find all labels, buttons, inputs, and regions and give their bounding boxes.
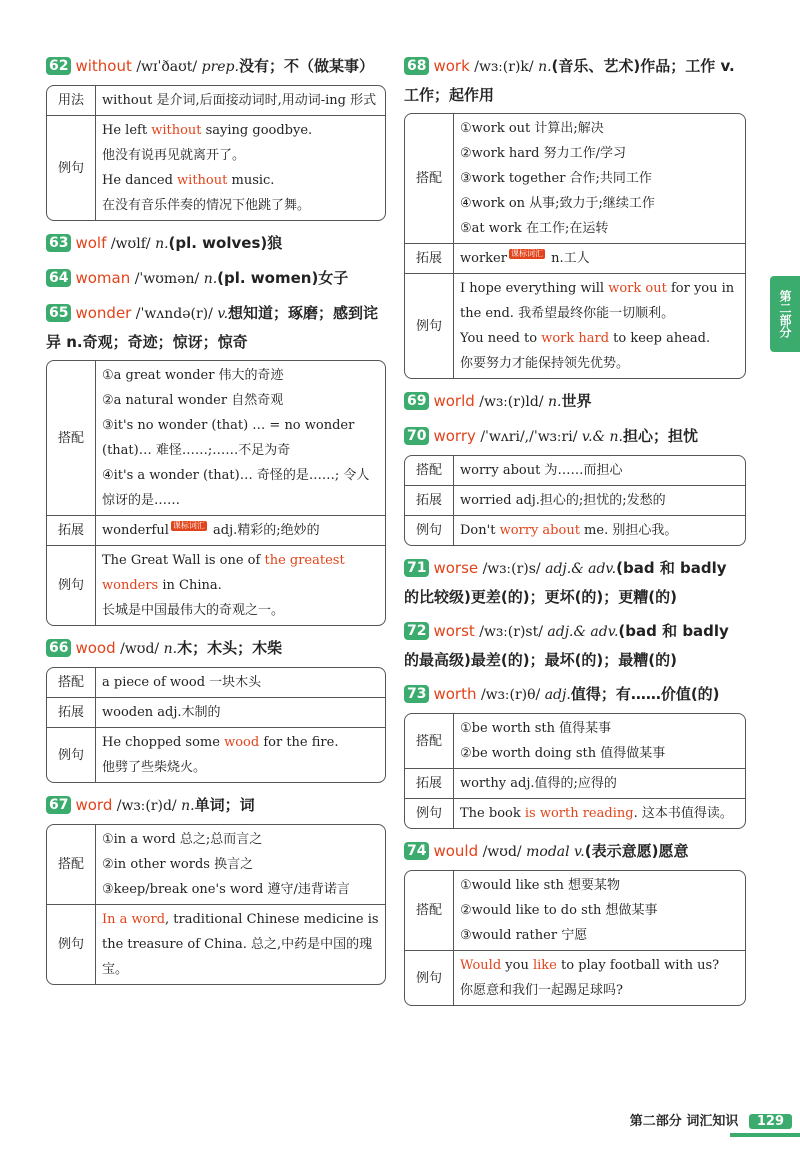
entry-heading: [404, 422, 746, 451]
row-content: [96, 905, 385, 984]
entry-table: [46, 360, 386, 626]
row-content: [454, 114, 745, 244]
table-row: [405, 516, 745, 545]
table-row: [405, 951, 745, 1005]
row-label: 搭配: [47, 668, 96, 698]
line-text: . 这本书值得读。: [633, 806, 733, 821]
line-text: 他没有说再见就离开了。: [102, 148, 246, 163]
vocab-entry: [404, 837, 746, 1006]
part-of-speech: prep.: [201, 59, 239, 75]
meaning: 担心；担忧: [622, 427, 698, 445]
line-text: You need to: [460, 331, 542, 346]
content-line: [102, 463, 379, 513]
headword: without: [75, 57, 132, 75]
content-line: [102, 598, 379, 623]
highlight-text: the greatest wonders: [102, 553, 345, 593]
content-line: [460, 116, 739, 141]
line-text: I hope everything will: [460, 281, 609, 296]
row-content: [96, 698, 385, 728]
content-line: [102, 755, 379, 780]
content-line: [460, 141, 739, 166]
entry-heading: [46, 634, 386, 663]
row-content: [454, 799, 745, 828]
table-row: [405, 714, 745, 769]
line-text: ④it's a wonder (that)… 奇怪的是……; 令人惊讶的是……: [102, 468, 370, 508]
page-number: 129: [749, 1114, 792, 1129]
pronunciation: /ˈwʌri/,/ˈwɜːri/: [475, 429, 582, 445]
part-of-speech: adj.: [544, 687, 571, 703]
headword: woman: [75, 269, 131, 287]
line-text: 他劈了些柴烧火。: [102, 760, 207, 775]
row-label: 搭配: [405, 871, 454, 951]
pronunciation: /wɜː(r)d/: [112, 798, 182, 814]
line-text: to play football with us?: [556, 958, 720, 973]
row-label: 例句: [405, 516, 454, 545]
line-text: ③work together 合作;共同工作: [460, 171, 652, 186]
part-of-speech: n.: [155, 236, 169, 252]
pronunciation: /wʊlf/: [106, 236, 156, 252]
content-line: [102, 548, 379, 598]
table-row: [47, 361, 385, 516]
entry-number: 63: [46, 234, 71, 252]
content-line: [102, 518, 379, 543]
line-text: me. 别担心我。: [579, 523, 678, 538]
line-text: to keep ahead.: [609, 331, 711, 346]
curriculum-badge: 课标词汇: [510, 249, 543, 258]
row-label: 用法: [47, 86, 96, 116]
row-content: [96, 825, 385, 905]
row-label: 例句: [47, 546, 96, 625]
line-text: saying goodbye.: [201, 123, 313, 138]
content-line: [102, 88, 379, 113]
vocab-entry: [404, 52, 746, 379]
line-text: ①a great wonder 伟大的奇迹: [102, 368, 284, 383]
footer-title: 词汇知识: [686, 1114, 739, 1129]
line-text: adj.精彩的;绝妙的: [208, 523, 320, 538]
table-row: [47, 698, 385, 728]
content-line: [460, 458, 739, 483]
meaning: (bad 和 badly 的比较级)更差(的)；更坏(的)；更糟(的): [404, 559, 727, 606]
meaning: (音乐、艺术)作品；工作 v.工作；起作用: [404, 57, 735, 104]
table-row: [405, 114, 745, 244]
line-text: worried adj.担心的;担忧的;发愁的: [460, 493, 666, 508]
meaning: 木；木头；木柴: [177, 639, 283, 657]
content-line: [460, 771, 739, 796]
entry-number: 74: [404, 842, 429, 860]
line-text: He left: [102, 123, 152, 138]
pronunciation: /wɜː(r)ld/: [474, 394, 549, 410]
headword: wood: [75, 639, 116, 657]
pronunciation: /ˈwʊmən/: [130, 271, 204, 287]
headword: worth: [433, 685, 477, 703]
table-row: [405, 871, 745, 951]
part-of-speech: adj.& adv.: [545, 561, 617, 577]
line-text: without 是介词,后面接动词时,用动词-ing 形式: [102, 93, 377, 108]
line-text: ③would rather 宁愿: [460, 928, 588, 943]
highlight-text: work hard: [541, 331, 610, 346]
content-line: [102, 193, 379, 218]
headword: would: [433, 842, 479, 860]
line-text: 你愿意和我们一起踢足球吗?: [460, 983, 623, 998]
table-row: [405, 244, 745, 274]
line-text: Don't: [460, 523, 500, 538]
content-line: [460, 741, 739, 766]
line-text: n.工人: [546, 251, 590, 266]
footer-section: 第二部分: [629, 1114, 682, 1129]
row-label: 搭配: [405, 456, 454, 486]
content-line: [460, 801, 739, 826]
entry-number: 67: [46, 796, 71, 814]
table-row: [47, 516, 385, 546]
content-line: [460, 351, 739, 376]
entry-table: [46, 85, 386, 221]
pronunciation: /wɜː(r)θ/: [476, 687, 545, 703]
part-of-speech: n.: [203, 271, 218, 287]
table-row: [405, 769, 745, 799]
line-text: ①in a word 总之;总而言之: [102, 832, 263, 847]
meaning: (bad 和 badly 的最高级)最差(的)；最坏(的)；最糟(的): [404, 622, 729, 669]
right-column: [404, 46, 746, 1014]
line-text: for you in the end. 我希望最终你能一切顺利。: [460, 281, 735, 321]
part-of-speech: adj.& adv.: [547, 624, 619, 640]
vocab-entry: [46, 264, 386, 293]
pronunciation: /wɜː(r)k/: [469, 59, 539, 75]
row-label: 例句: [47, 728, 96, 782]
content-line: [460, 216, 739, 241]
line-text: ①would like sth 想要某物: [460, 878, 621, 893]
content-line: [460, 326, 739, 351]
entry-number: 65: [46, 304, 71, 322]
row-content: [454, 274, 745, 378]
content-line: [460, 898, 739, 923]
line-text: 在没有音乐伴奏的情况下他跳了舞。: [102, 198, 311, 213]
line-text: ②work hard 努力工作/学习: [460, 146, 627, 161]
line-text: ②a natural wonder 自然奇观: [102, 393, 284, 408]
meaning: (表示意愿)愿意: [584, 842, 689, 860]
entry-table: [46, 667, 386, 783]
vocab-entry: [46, 229, 386, 258]
vocab-entry: [404, 680, 746, 829]
headword: worst: [433, 622, 475, 640]
line-text: for the fire.: [259, 735, 339, 750]
row-content: [96, 668, 385, 698]
line-text: ①work out 计算出;解决: [460, 121, 604, 136]
line-text: a piece of wood 一块木头: [102, 675, 262, 690]
entry-table: [404, 455, 746, 546]
meaning: (pl. wolves)狼: [168, 234, 283, 252]
row-label: 例句: [405, 951, 454, 1005]
content-line: [102, 907, 379, 982]
line-text: in China.: [158, 578, 222, 593]
content-line: [102, 700, 379, 725]
table-row: [405, 799, 745, 828]
entry-heading: [404, 387, 746, 416]
highlight-text: work out: [608, 281, 667, 296]
highlight-text: without: [151, 123, 202, 138]
content-line: [102, 730, 379, 755]
line-text: He danced: [102, 173, 178, 188]
vocab-entry: [404, 422, 746, 546]
entry-number: 64: [46, 269, 71, 287]
content-line: [460, 488, 739, 513]
pronunciation: /ˈwʌndə(r)/: [131, 306, 218, 322]
row-content: [96, 728, 385, 782]
row-content: [454, 714, 745, 769]
table-row: [405, 456, 745, 486]
meaning: 没有；不（做某事）: [238, 57, 374, 75]
row-content: [96, 361, 385, 516]
content-line: [102, 143, 379, 168]
part-of-speech: v.& n.: [581, 429, 623, 445]
line-text: worry about 为……而担心: [460, 463, 623, 478]
content-line: [460, 923, 739, 948]
line-text: ②would like to do sth 想做某事: [460, 903, 658, 918]
meaning: 想知道；琢磨；感到诧异 n.奇观；奇迹；惊讶；惊奇: [46, 304, 379, 351]
headword: work: [433, 57, 470, 75]
part-of-speech: n.: [181, 798, 195, 814]
entry-heading: [404, 837, 746, 866]
entry-heading: [46, 229, 386, 258]
highlight-text: is worth reading: [524, 806, 634, 821]
table-row: [47, 825, 385, 905]
entry-heading: [46, 52, 386, 81]
entry-number: 71: [404, 559, 429, 577]
row-label: 拓展: [47, 698, 96, 728]
pronunciation: /wɜː(r)st/: [474, 624, 548, 640]
line-text: you: [501, 958, 533, 973]
meaning: 世界: [561, 392, 592, 410]
headword: wolf: [75, 234, 107, 252]
row-content: [96, 516, 385, 546]
content-line: [102, 852, 379, 877]
content-line: [460, 518, 739, 543]
entry-number: 69: [404, 392, 429, 410]
table-row: [47, 905, 385, 984]
line-text: 你要努力才能保持领先优势。: [460, 356, 630, 371]
content-line: [460, 191, 739, 216]
line-text: wooden adj.木制的: [102, 705, 221, 720]
highlight-text: Would: [460, 958, 502, 973]
part-of-speech: modal v.: [526, 844, 585, 860]
row-label: 搭配: [47, 825, 96, 905]
headword: worry: [433, 427, 476, 445]
vocab-entry: [404, 554, 746, 611]
page-footer: [630, 1110, 792, 1129]
row-label: 拓展: [405, 486, 454, 516]
entry-heading: [46, 791, 386, 820]
entry-heading: [404, 52, 746, 109]
table-row: [405, 274, 745, 378]
entry-heading: [404, 680, 746, 709]
entry-heading: [404, 617, 746, 674]
row-content: [454, 871, 745, 951]
table-row: [47, 86, 385, 116]
content-line: [102, 388, 379, 413]
content-line: [460, 276, 739, 326]
row-label: 搭配: [405, 114, 454, 244]
table-row: [47, 728, 385, 782]
row-label: 拓展: [47, 516, 96, 546]
row-content: [454, 769, 745, 799]
content-line: [460, 716, 739, 741]
left-column: [46, 46, 386, 993]
content-line: [460, 873, 739, 898]
headword: word: [75, 796, 113, 814]
line-text: music.: [227, 173, 275, 188]
table-row: [405, 486, 745, 516]
content-line: [102, 670, 379, 695]
pronunciation: /wʊd/: [478, 844, 527, 860]
entry-number: 72: [404, 622, 429, 640]
meaning: 单词；词: [194, 796, 255, 814]
row-content: [454, 516, 745, 545]
entry-number: 68: [404, 57, 429, 75]
meaning: (pl. women)女子: [217, 269, 349, 287]
headword: worse: [433, 559, 479, 577]
row-label: 拓展: [405, 769, 454, 799]
highlight-text: In a word: [102, 912, 166, 927]
line-text: ③keep/break one's word 遵守/违背诺言: [102, 882, 350, 897]
entry-number: 73: [404, 685, 429, 703]
meaning: 值得；有……价值(的): [570, 685, 720, 703]
entry-table: [404, 870, 746, 1006]
content-line: [460, 978, 739, 1003]
vocab-entry: [46, 299, 386, 626]
row-content: [454, 456, 745, 486]
table-row: [47, 116, 385, 220]
row-label: 例句: [47, 116, 96, 220]
pronunciation: /wɪˈðaʊt/: [131, 59, 202, 75]
line-text: worker: [460, 251, 507, 266]
vocab-entry: [46, 791, 386, 985]
vocab-entry: [404, 617, 746, 674]
row-content: [96, 86, 385, 116]
line-text: worthy adj.值得的;应得的: [460, 776, 617, 791]
headword: wonder: [75, 304, 132, 322]
entry-table: [404, 713, 746, 829]
highlight-text: wood: [224, 735, 260, 750]
footer-bar: [730, 1133, 800, 1137]
row-content: [454, 951, 745, 1005]
row-content: [454, 486, 745, 516]
entry-table: [404, 113, 746, 379]
line-text: ①be worth sth 值得某事: [460, 721, 612, 736]
vocab-entry: [46, 52, 386, 221]
vocab-entry: [404, 387, 746, 416]
line-text: ⑤at work 在工作;在运转: [460, 221, 609, 236]
content-line: [102, 168, 379, 193]
part-of-speech: v.: [217, 306, 229, 322]
row-content: [454, 244, 745, 274]
content-line: [102, 118, 379, 143]
headword: world: [433, 392, 475, 410]
content-line: [460, 953, 739, 978]
entry-heading: [46, 299, 386, 356]
entry-table: [46, 824, 386, 985]
line-text: ②in other words 换言之: [102, 857, 254, 872]
line-text: The book: [460, 806, 525, 821]
row-content: [96, 546, 385, 625]
vocab-entry: [46, 634, 386, 783]
highlight-text: worry about: [499, 523, 580, 538]
row-label: 搭配: [405, 714, 454, 769]
line-text: ②be worth doing sth 值得做某事: [460, 746, 666, 761]
row-label: 搭配: [47, 361, 96, 516]
line-text: The Great Wall is one of: [102, 553, 265, 568]
pronunciation: /wɜː(r)s/: [478, 561, 546, 577]
row-label: 例句: [405, 274, 454, 378]
row-label: 例句: [405, 799, 454, 828]
content-line: [102, 827, 379, 852]
line-text: , traditional Chinese medicine is the treasure of China. 总之,中药是中国的瑰宝。: [102, 912, 379, 977]
entry-heading: [404, 554, 746, 611]
highlight-text: without: [177, 173, 228, 188]
content-line: [102, 363, 379, 388]
content-line: [460, 246, 739, 271]
row-content: [96, 116, 385, 220]
content-line: [102, 877, 379, 902]
section-side-tab[interactable]: 第二部分: [770, 276, 800, 352]
part-of-speech: n.: [538, 59, 552, 75]
content-line: [460, 166, 739, 191]
part-of-speech: n.: [163, 641, 178, 657]
entry-heading: [46, 264, 386, 293]
table-row: [47, 668, 385, 698]
entry-number: 62: [46, 57, 71, 75]
line-text: ③it's no wonder (that) … = no wonder (that)… 难怪……;……不足为奇: [102, 418, 355, 458]
line-text: wonderful: [102, 523, 169, 538]
curriculum-badge: 课标词汇: [172, 521, 205, 530]
row-label: 例句: [47, 905, 96, 984]
content-line: [102, 413, 379, 463]
part-of-speech: n.: [548, 394, 562, 410]
pronunciation: /wʊd/: [115, 641, 164, 657]
highlight-text: like: [532, 958, 557, 973]
row-label: 拓展: [405, 244, 454, 274]
line-text: 长城是中国最伟大的奇观之一。: [102, 603, 285, 618]
table-row: [47, 546, 385, 625]
line-text: ④work on 从事;致力于;继续工作: [460, 196, 655, 211]
line-text: He chopped some: [102, 735, 225, 750]
entry-number: 66: [46, 639, 71, 657]
entry-number: 70: [404, 427, 429, 445]
